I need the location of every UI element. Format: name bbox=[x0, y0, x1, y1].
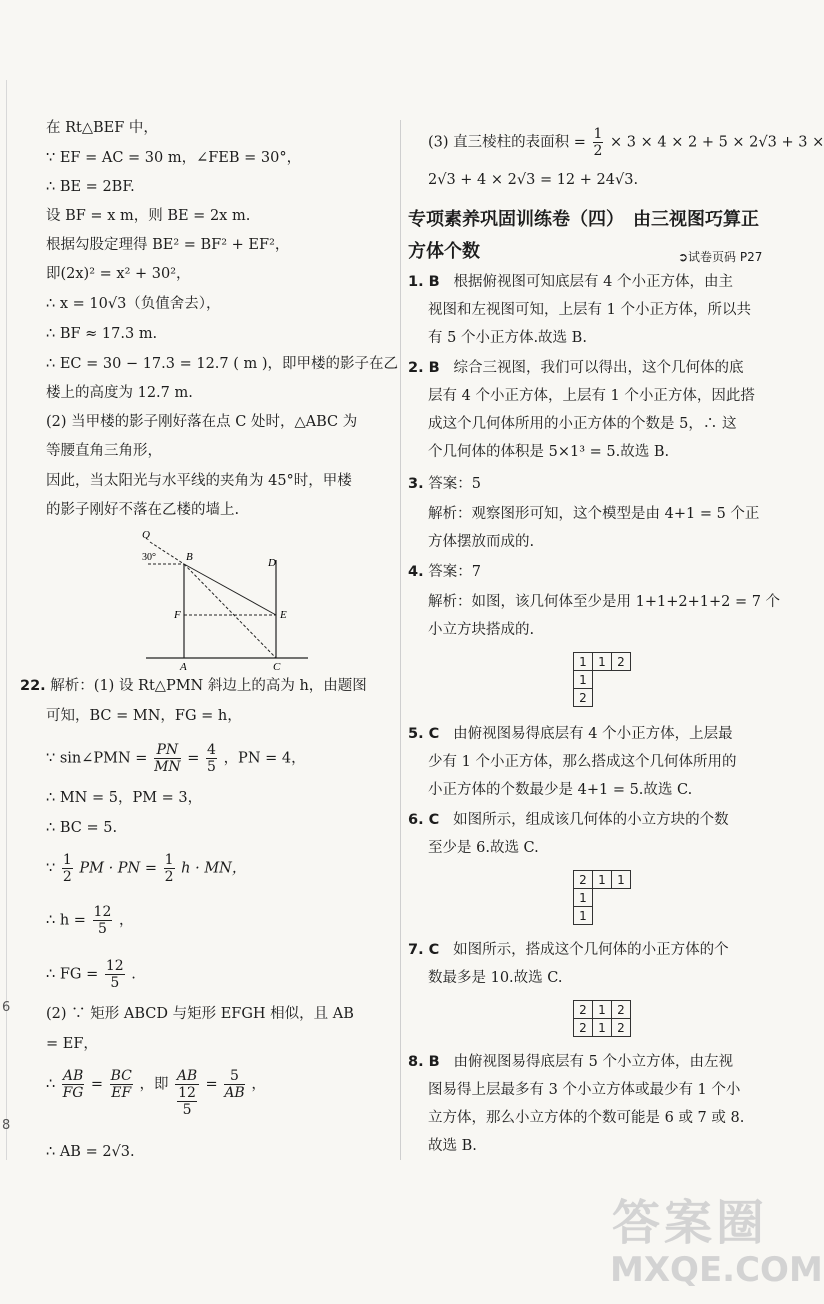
text-line: = EF， bbox=[46, 1036, 98, 1052]
answer-text: 根据俯视图可知底层有 4 个小正方体，由主 bbox=[453, 274, 733, 290]
text-line: 图易得上层最多有 3 个小立方体或最少有 1 个小 bbox=[428, 1082, 741, 1098]
numerator: 4 bbox=[207, 742, 216, 758]
answer-item bbox=[408, 562, 481, 582]
answer-number: 8. B bbox=[408, 1054, 440, 1070]
answer-number: 3. bbox=[408, 476, 424, 492]
answer-item bbox=[408, 358, 744, 378]
column-divider bbox=[400, 120, 401, 1160]
denominator: MN bbox=[154, 759, 181, 775]
numerator: 5 bbox=[224, 1068, 244, 1085]
text-line: 楼上的高度为 12.7 m. bbox=[46, 385, 193, 401]
label-f: F bbox=[174, 609, 181, 621]
grid-cell: 1 bbox=[574, 889, 593, 907]
denominator: FG bbox=[62, 1085, 84, 1101]
answer-number: 4. bbox=[408, 564, 424, 580]
fraction bbox=[62, 852, 73, 885]
grid-empty bbox=[612, 889, 631, 907]
surface-area-line bbox=[428, 126, 824, 159]
text-line: 有 5 个小正方体.故选 B. bbox=[428, 330, 587, 346]
text-line: ∴ x = 10√3（负值舍去）， bbox=[46, 296, 221, 312]
grid-cell: 2 bbox=[574, 871, 593, 889]
text-line: 等腰直角三角形， bbox=[46, 443, 162, 459]
grid-cell: 1 bbox=[593, 871, 612, 889]
answer-text: 由俯视图易得底层有 5 个小立方体，由左视 bbox=[453, 1054, 733, 1070]
text-line: ∴ BC = 5. bbox=[46, 820, 118, 836]
denominator: 2 bbox=[164, 869, 174, 885]
watermark-site: MXQE.COM bbox=[610, 1250, 823, 1290]
fraction bbox=[164, 852, 175, 885]
text-line: 成这个几何体所用的小正方体的个数是 5，∴ 这 bbox=[428, 416, 737, 432]
sin-equation bbox=[46, 742, 306, 775]
answer-text: 由俯视图易得底层有 4 个小正方体，上层最 bbox=[453, 726, 733, 742]
answer-item bbox=[408, 1052, 733, 1072]
grid-cell: 2 bbox=[574, 689, 593, 707]
text-line: 立方体，那么小立方体的个数可能是 6 或 7 或 8. bbox=[428, 1110, 745, 1126]
text-line: 个几何体的体积是 5×1³ = 5.故选 B. bbox=[428, 444, 670, 460]
numerator: 1 bbox=[62, 852, 72, 868]
answer-number: 6. C bbox=[408, 812, 440, 828]
grid-cell: 2 bbox=[574, 1001, 593, 1019]
numerator: 1 bbox=[164, 852, 174, 868]
section-heading: 专项素养巩固训练卷（四） 由三视图巧算正 bbox=[408, 209, 759, 230]
eq-text: h · MN， bbox=[181, 860, 247, 877]
grid-cell: 1 bbox=[574, 907, 593, 925]
eq-text: ∴ h = bbox=[46, 912, 86, 929]
eq-text: ， bbox=[118, 912, 134, 929]
fg-equation bbox=[46, 958, 136, 991]
answer-item bbox=[408, 272, 733, 292]
grid-cell: 1 bbox=[593, 1001, 612, 1019]
denominator: EF bbox=[111, 1085, 132, 1101]
grid-cell: 1 bbox=[593, 1019, 612, 1037]
numerator: BC bbox=[110, 1068, 132, 1084]
answer-text: 综合三视图，我们可以得出，这个几何体的底 bbox=[453, 360, 744, 376]
denominator: 5 bbox=[98, 921, 107, 937]
watermark-logo: 答案圈 bbox=[612, 1195, 769, 1251]
area-equation bbox=[46, 852, 246, 885]
text-line: 故选 B. bbox=[428, 1138, 477, 1154]
text-line: ∴ MN = 5，PM = 3， bbox=[46, 790, 203, 806]
text-line: 小立方块搭成的. bbox=[428, 622, 535, 638]
label-e: E bbox=[280, 609, 287, 621]
numerator: AB bbox=[176, 1068, 198, 1084]
margin-number: 6 bbox=[2, 1000, 11, 1015]
q22-number: 22. bbox=[20, 678, 46, 694]
text-line: 至少是 6.故选 C. bbox=[428, 840, 539, 856]
fraction bbox=[224, 1068, 244, 1101]
fraction bbox=[105, 958, 125, 991]
eq-text: ， bbox=[251, 1076, 266, 1093]
text-line: 因此，当太阳光与水平线的夹角为 45°时，甲楼 bbox=[46, 473, 352, 489]
eq-text: × 3 × 4 × 2 + 5 × 2√3 + 3 × bbox=[610, 134, 824, 151]
page-edge bbox=[6, 80, 7, 1160]
denominator: 5 bbox=[182, 1102, 192, 1118]
q22-line bbox=[20, 676, 367, 696]
text-line: 方体摆放而成的. bbox=[428, 534, 535, 550]
numerator: 12 bbox=[93, 904, 112, 920]
grid-empty bbox=[612, 671, 631, 689]
page-reference: ➲试卷页码 P27 bbox=[678, 250, 763, 264]
eq-text: . bbox=[131, 966, 136, 983]
top-view-grid-q7 bbox=[573, 1000, 631, 1037]
label-b: B bbox=[186, 551, 193, 563]
grid-empty bbox=[612, 907, 631, 925]
numerator: PN bbox=[154, 742, 181, 759]
answer-text: 如图所示，组成该几何体的小立方块的个数 bbox=[453, 812, 729, 828]
grid-empty bbox=[593, 889, 612, 907]
eq-text: (3) 直三棱柱的表面积 = bbox=[428, 134, 586, 151]
eq-text: = bbox=[187, 750, 200, 767]
text-line: 设 BF = x m，则 BE = 2x m. bbox=[46, 208, 251, 224]
answer-text: 答案：7 bbox=[428, 564, 481, 580]
answer-text: 如图所示，搭成这个几何体的小正方体的个 bbox=[453, 942, 729, 958]
label-d: D bbox=[268, 557, 276, 569]
denominator: 5 bbox=[207, 759, 216, 775]
answer-item bbox=[408, 810, 729, 830]
answer-number: 5. C bbox=[408, 726, 440, 742]
eq-text: ∴ FG = bbox=[46, 966, 99, 983]
fraction bbox=[593, 126, 604, 159]
denominator: AB bbox=[224, 1085, 245, 1101]
fraction bbox=[206, 742, 217, 775]
text-line: 小正方体的个数最少是 4+1 = 5.故选 C. bbox=[428, 782, 693, 798]
grid-cell: 1 bbox=[593, 653, 612, 671]
text-line: 层有 4 个小正方体，上层有 1 个小正方体，因此搭 bbox=[428, 388, 755, 404]
numerator: 12 bbox=[105, 958, 124, 974]
denominator: 5 bbox=[110, 975, 120, 991]
answer-item bbox=[408, 940, 729, 960]
grid-cell: 2 bbox=[574, 1019, 593, 1037]
text-line: 即(2x)² = x² + 30²， bbox=[46, 266, 191, 282]
label-angle: 30° bbox=[142, 552, 156, 563]
section-heading: 方体个数 bbox=[408, 241, 480, 262]
eq-text: ∴ bbox=[46, 1076, 56, 1093]
answer-item bbox=[408, 724, 733, 744]
similar-ratio-equation: ∴ $\frac{AB}{FG}$ = $\frac{BC}{EF}$ ，即 $\frac{AB}{\frac{12}{5}}$ = $\frac{5}{AB}$ ， bbox=[46, 1068, 266, 1118]
text-line: ∴ AB = 2√3. bbox=[46, 1144, 135, 1160]
text-line: ∵ EF = AC = 30 m，∠FEB = 30°， bbox=[46, 150, 302, 166]
grid-empty bbox=[612, 689, 631, 707]
fraction bbox=[154, 742, 181, 775]
fraction bbox=[177, 1085, 197, 1118]
fraction bbox=[110, 1068, 133, 1101]
grid-cell: 2 bbox=[612, 653, 631, 671]
denominator: 2 bbox=[593, 143, 603, 159]
grid-cell: 1 bbox=[574, 671, 593, 689]
margin-number: 8 bbox=[2, 1118, 11, 1133]
text-line: (2) 当甲楼的影子刚好落在点 C 处时，△ABC 为 bbox=[46, 414, 358, 430]
answer-text: 答案：5 bbox=[428, 476, 481, 492]
grid-cell: 2 bbox=[612, 1001, 631, 1019]
grid-empty bbox=[593, 689, 612, 707]
text-line: 的影子刚好不落在乙楼的墙上. bbox=[46, 502, 240, 518]
text-line: ∴ BE = 2BF. bbox=[46, 179, 135, 195]
text-line: 解析：观察图形可知，这个模型是由 4+1 = 5 个正 bbox=[428, 506, 760, 522]
grid-empty bbox=[593, 907, 612, 925]
label-a: A bbox=[180, 661, 187, 673]
text-line: 2√3 + 4 × 2√3 = 12 + 24√3. bbox=[428, 172, 639, 188]
denominator bbox=[175, 1085, 199, 1118]
answer-number: 2. B bbox=[408, 360, 440, 376]
grid-cell: 2 bbox=[612, 1019, 631, 1037]
answer-number: 7. C bbox=[408, 942, 440, 958]
numerator: 12 bbox=[178, 1085, 196, 1101]
h-equation bbox=[46, 904, 133, 937]
compound-fraction bbox=[175, 1068, 199, 1118]
fraction bbox=[93, 904, 113, 937]
eq-text: ∵ sin∠PMN = bbox=[46, 750, 148, 767]
text-line: 在 Rt△BEF 中， bbox=[46, 120, 158, 136]
answer-number: 1. B bbox=[408, 274, 440, 290]
text-line: ∴ EC = 30 − 17.3 = 12.7 ( m )，即甲楼的影子在乙 bbox=[46, 356, 399, 372]
eq-text: ∵ bbox=[46, 860, 56, 877]
numerator: AB bbox=[62, 1068, 84, 1084]
label-q: Q bbox=[142, 529, 150, 541]
text-line: 根据勾股定理得 BE² = BF² + EF²， bbox=[46, 237, 290, 253]
text-line: 数最多是 10.故选 C. bbox=[428, 970, 563, 986]
shadow-geometry-figure bbox=[140, 524, 310, 673]
text-line: 视图和左视图可知，上层有 1 个小正方体，所以共 bbox=[428, 302, 751, 318]
q22-text: 解析：(1) 设 Rt△PMN 斜边上的高为 h，由题图 bbox=[50, 678, 367, 694]
eq-text: ，即 bbox=[139, 1076, 169, 1093]
denominator: 2 bbox=[62, 869, 72, 885]
text-line: ∴ BF ≈ 17.3 m. bbox=[46, 326, 158, 342]
grid-empty bbox=[593, 671, 612, 689]
eq-text: ，PN = 4， bbox=[223, 750, 306, 767]
eq-text: PM · PN = bbox=[79, 860, 158, 877]
grid-cell: 1 bbox=[612, 871, 631, 889]
text-line: 可知，BC = MN，FG = h， bbox=[46, 708, 242, 724]
fraction bbox=[62, 1068, 84, 1101]
top-view-grid-q6 bbox=[573, 870, 631, 925]
text-line: (2) ∵ 矩形 ABCD 与矩形 EFGH 相似，且 AB bbox=[46, 1006, 354, 1022]
label-c: C bbox=[273, 661, 281, 673]
numerator: 1 bbox=[593, 126, 603, 142]
answer-item bbox=[408, 474, 481, 494]
top-view-grid-q4 bbox=[573, 652, 631, 707]
text-line: 少有 1 个小正方体，那么搭成这个几何体所用的 bbox=[428, 754, 737, 770]
text-line: 解析：如图，该几何体至少是用 1+1+2+1+2 = 7 个 bbox=[428, 594, 781, 610]
grid-cell: 1 bbox=[574, 653, 593, 671]
